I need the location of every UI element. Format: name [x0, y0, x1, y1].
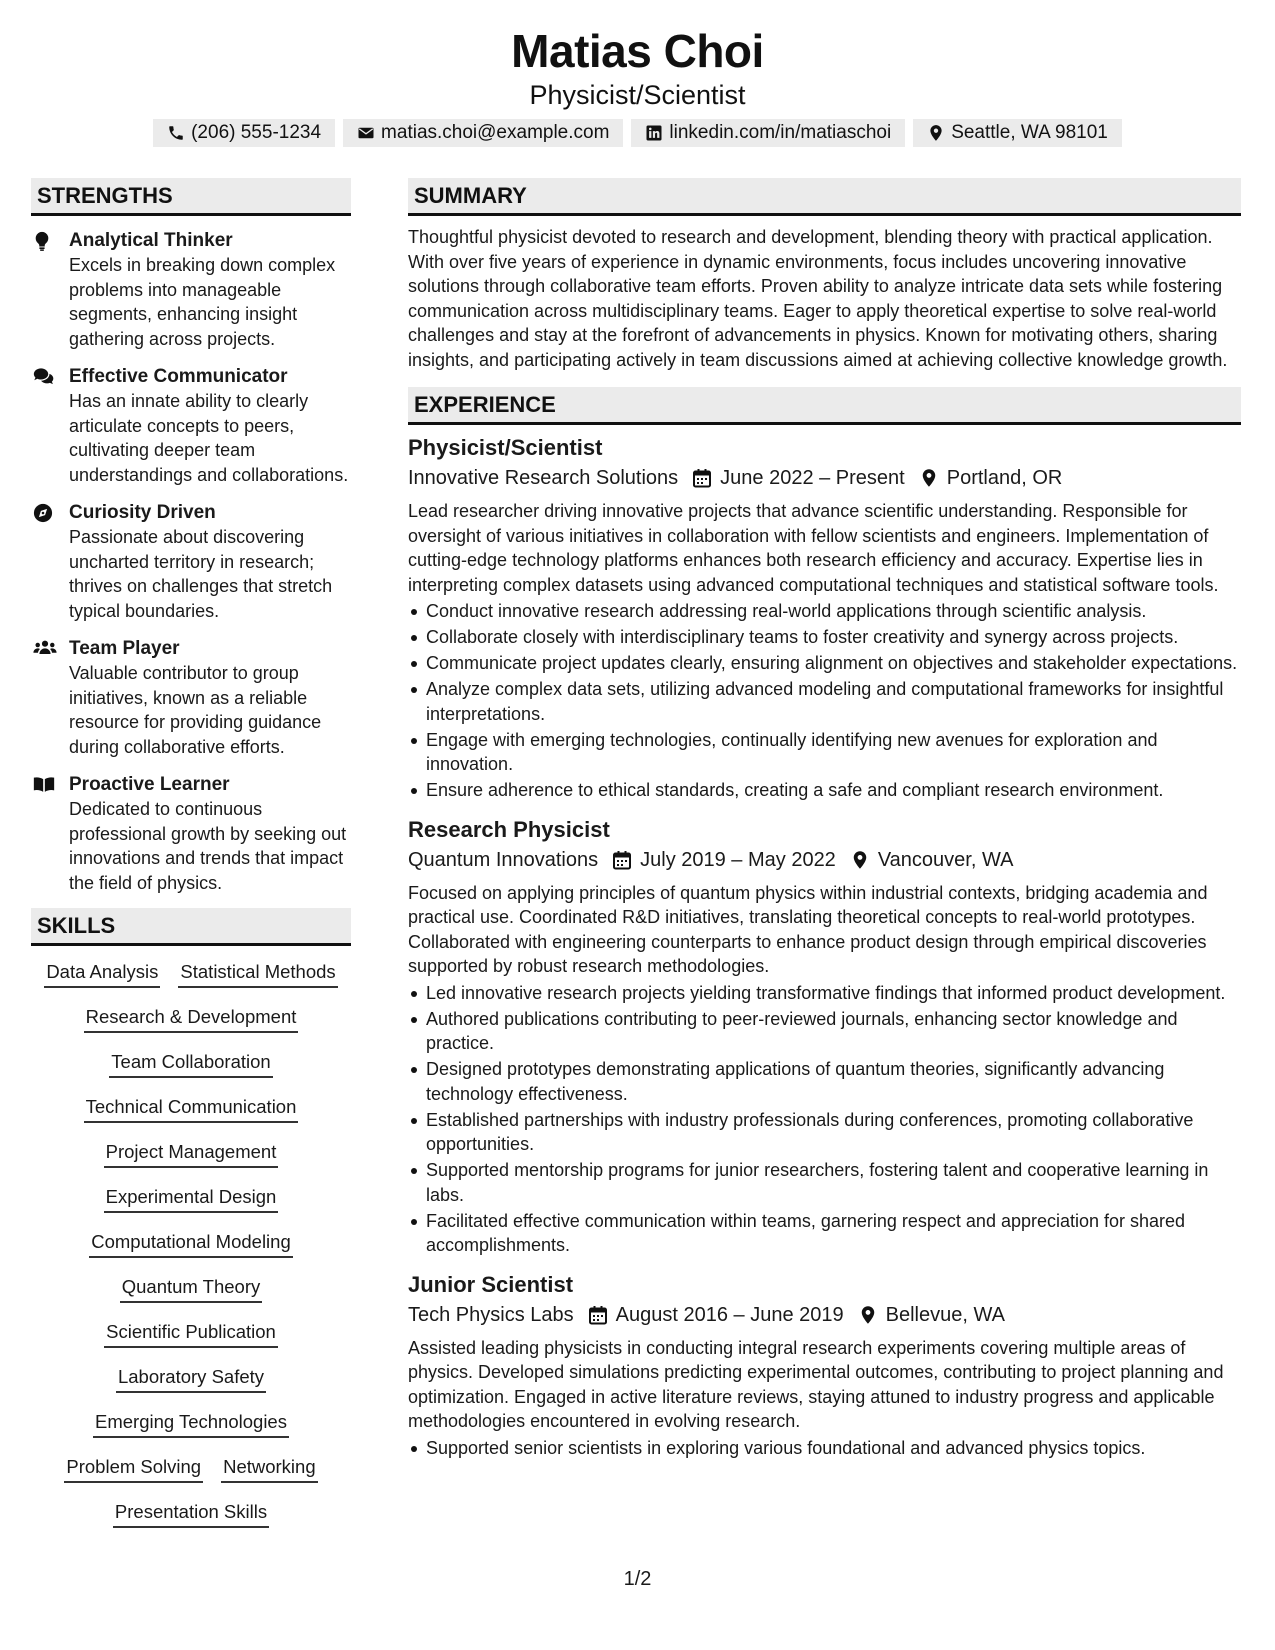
strength-title: Analytical Thinker: [69, 230, 233, 251]
bullet-item: Led innovative research projects yielding transformative findings that informed product development.: [408, 981, 1241, 1006]
job-meta: [408, 1300, 1241, 1330]
job-dates: August 2016 – June 2019: [615, 1303, 844, 1326]
compass-icon: [33, 503, 53, 523]
calendar-icon: [612, 850, 632, 870]
strength-item: [31, 364, 351, 487]
calendar-icon: [692, 468, 712, 488]
linkedin-icon: [645, 124, 663, 142]
job-title: Junior Scientist: [408, 1271, 574, 1297]
book-open-icon: [33, 775, 55, 793]
job-location: Vancouver, WA: [877, 848, 1014, 871]
map-pin-icon: [919, 468, 939, 488]
skill-tag: Laboratory Safety: [116, 1365, 266, 1393]
job-dates: June 2022 – Present: [720, 467, 905, 489]
bullet-item: Collaborate closely with interdisciplinary teams to foster creativity and synergy across projects.: [408, 625, 1241, 650]
envelope-icon: [357, 124, 375, 142]
lightbulb-icon: [33, 231, 51, 251]
contact-location-text: Seattle, WA 98101: [951, 122, 1108, 143]
bullet-item: Supported senior scientists in exploring various foundational and advanced physics topics.: [408, 1436, 1241, 1461]
job-company: Quantum Innovations: [408, 848, 599, 871]
skill-tag: Research & Development: [84, 1005, 299, 1033]
job-location: Bellevue, WA: [885, 1303, 1005, 1326]
skills-heading: SKILLS: [31, 908, 351, 946]
summary-text: Thoughtful physicist devoted to research and development, blending theory with practical application. With over five years of experience in dynamic environments, focus includes uncovering innovative solutions through collaborative team efforts. Proven ability to analyze intricate data sets while fostering communication across multidisciplinary teams. Eager to apply theoretical expertise to solve real-world challenges and stay at the forefront of advancements in physics. Known for motivating others, sharing insights, and participating actively in team discussions aimed at achieving collective knowledge growth.: [408, 227, 1228, 370]
users-icon: [33, 639, 57, 657]
job-entry: [408, 815, 1241, 1258]
summary-heading: SUMMARY: [408, 178, 1241, 216]
bullet-item: Authored publications contributing to peer-reviewed journals, enhancing sector knowledge and practice.: [408, 1007, 1241, 1056]
job-entry: [408, 1270, 1241, 1461]
strength-item: [31, 636, 351, 759]
skill-tag: Scientific Publication: [104, 1320, 278, 1348]
skill-tag: Presentation Skills: [113, 1500, 269, 1528]
map-pin-icon: [858, 1305, 878, 1325]
skill-tag: Networking: [221, 1455, 318, 1483]
bullet-item: Facilitated effective communication within teams, garnering respect and appreciation for shared accomplishments.: [408, 1209, 1241, 1258]
comments-icon: [33, 367, 55, 385]
strength-description: Dedicated to continuous professional growth by seeking out innovations and trends that impact the field of physics.: [69, 799, 347, 893]
resume-header: [0, 24, 1275, 147]
skill-tag: Statistical Methods: [178, 960, 337, 988]
strength-item: [31, 500, 351, 623]
skill-tag: Computational Modeling: [89, 1230, 293, 1258]
strength-item: [31, 228, 351, 351]
bullet-item: Communicate project updates clearly, ensuring alignment on objectives and stakeholder expectations.: [408, 651, 1241, 676]
phone-icon: [167, 124, 185, 142]
strength-description: Excels in breaking down complex problems into manageable segments, enhancing insight gathering across projects.: [69, 255, 336, 349]
job-description: Assisted leading physicists in conducting integral research experiments covering multiple areas of physics. Developed simulations predicting experimental outcomes, contributing to project planning and optimization. Engaged in active literature reviews, staying attuned to industry progress and applicable methodologies encountered in evolving research.: [408, 1337, 1224, 1431]
job-company: Tech Physics Labs: [408, 1303, 574, 1326]
job-dates: July 2019 – May 2022: [640, 848, 836, 871]
skill-tag: Team Collaboration: [109, 1050, 272, 1078]
skill-tag: Emerging Technologies: [93, 1410, 289, 1438]
job-location: Portland, OR: [946, 467, 1063, 489]
bullet-item: Ensure adherence to ethical standards, creating a safe and compliant research environment.: [408, 778, 1241, 803]
contact-phone-text: (206) 555-1234: [191, 122, 322, 143]
strength-title: Effective Communicator: [69, 366, 288, 387]
skill-tag: Experimental Design: [104, 1185, 279, 1213]
calendar-icon: [588, 1305, 608, 1325]
strength-item: [31, 772, 351, 895]
bullet-item: Conduct innovative research addressing real-world applications through scientific analysis.: [408, 599, 1241, 624]
map-pin-icon: [850, 850, 870, 870]
candidate-name: Matias Choi: [511, 25, 764, 77]
contact-email-text: matias.choi@example.com: [381, 122, 610, 143]
strength-description: Valuable contributor to group initiatives, known as a reliable resource for providing guidance during collaborative efforts.: [69, 663, 322, 757]
strength-description: Has an innate ability to clearly articulate concepts to peers, cultivating deeper team understandings and collaborations.: [69, 391, 349, 485]
job-title: Research Physicist: [408, 816, 610, 842]
strength-title: Team Player: [69, 638, 180, 659]
job-entry: [408, 433, 1241, 803]
job-meta: [408, 463, 1241, 493]
strength-title: Proactive Learner: [69, 774, 230, 795]
skill-tag: Data Analysis: [44, 960, 160, 988]
skills-list: [31, 960, 351, 1545]
candidate-title: Physicist/Scientist: [529, 80, 746, 110]
job-bullets: [408, 1436, 1241, 1461]
strengths-list: [31, 228, 351, 895]
job-title: Physicist/Scientist: [408, 435, 603, 460]
bullet-item: Engage with emerging technologies, continually identifying new avenues for exploration and innovation.: [408, 728, 1241, 777]
skill-tag: Quantum Theory: [120, 1275, 262, 1303]
bullet-item: Designed prototypes demonstrating applications of quantum theories, significantly advancing technology effectiveness.: [408, 1057, 1241, 1106]
left-column: [31, 178, 351, 1545]
strength-description: Passionate about discovering uncharted territory in research; thrives on challenges that stretch typical boundaries.: [69, 527, 333, 621]
job-company: Innovative Research Solutions: [408, 467, 679, 489]
job-bullets: [408, 981, 1241, 1258]
bullet-item: Established partnerships with industry professionals during conferences, promoting collaborative opportunities.: [408, 1108, 1241, 1157]
bullet-item: Analyze complex data sets, utilizing advanced modeling and computational frameworks for insightful interpretations.: [408, 677, 1241, 726]
right-column: [408, 178, 1241, 1462]
map-pin-icon: [927, 124, 945, 142]
contact-bar: [0, 119, 1275, 147]
contact-phone[interactable]: [153, 119, 335, 147]
job-description: Focused on applying principles of quantum physics within industrial contexts, bridging academia and practical use. Coordinated R&D initiatives, translating theoretical concepts to real-world prototypes. Collaborated with engineering counterparts to enhance product design through empirical discoveries supported by robust research methodologies.: [408, 882, 1208, 976]
contact-location: [913, 119, 1122, 147]
job-bullets: [408, 599, 1241, 803]
job-meta: [408, 845, 1241, 875]
experience-heading: EXPERIENCE: [408, 387, 1241, 425]
strength-title: Curiosity Driven: [69, 502, 216, 523]
contact-email[interactable]: [343, 119, 623, 147]
skill-tag: Problem Solving: [64, 1455, 203, 1483]
contact-linkedin[interactable]: [631, 119, 905, 147]
bullet-item: Supported mentorship programs for junior researchers, fostering talent and cooperative learning in labs.: [408, 1158, 1241, 1207]
page-number: 1/2: [623, 1568, 652, 1590]
skill-tag: Technical Communication: [84, 1095, 299, 1123]
strengths-heading: STRENGTHS: [31, 178, 351, 216]
contact-linkedin-text: linkedin.com/in/matiaschoi: [669, 122, 892, 143]
job-description: Lead researcher driving innovative projects that advance scientific understanding. Responsible for oversight of various initiatives in collaboration with fellow scientists and engineers. Implementation of cutting-edge technology platforms enhances both research efficiency and accuracy. Expertise lies in interpreting complex datasets using advanced computational techniques and statistical software tools.: [408, 501, 1219, 595]
skill-tag: Project Management: [104, 1140, 279, 1168]
